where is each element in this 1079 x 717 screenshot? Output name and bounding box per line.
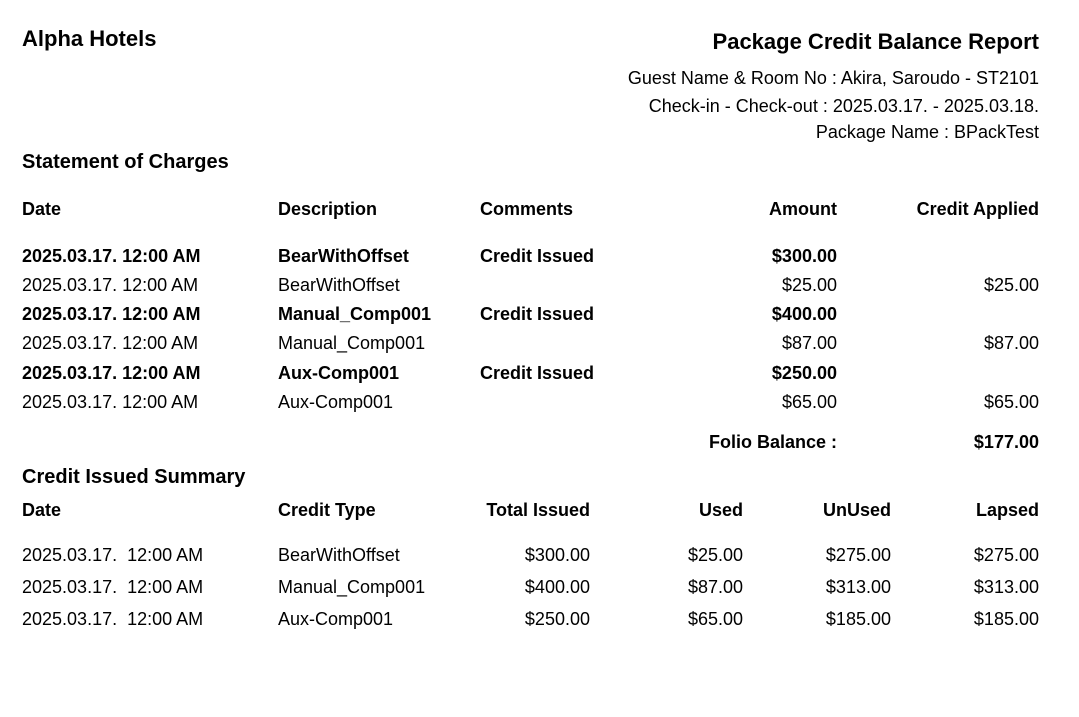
- row-date: 2025.03.17. 12:00 AM: [22, 363, 201, 383]
- package-name: Package Name : BPackTest: [815, 122, 1039, 142]
- row-description: Aux-Comp001: [278, 392, 394, 412]
- row-unused: $185.00: [825, 609, 891, 629]
- row-date: 2025.03.17. 12:00 AM: [22, 246, 201, 266]
- column-header-lapsed: Lapsed: [975, 500, 1039, 520]
- row-amount: $250.00: [771, 363, 837, 383]
- row-credit-type: Aux-Comp001: [278, 609, 394, 629]
- row-amount: $87.00: [781, 333, 837, 353]
- row-total-issued: $400.00: [524, 577, 590, 597]
- row-amount: $25.00: [781, 275, 837, 295]
- row-date: 2025.03.17. 12:00 AM: [22, 275, 199, 295]
- column-header-used: Used: [698, 500, 743, 520]
- column-header-credit-applied: Credit Applied: [916, 199, 1039, 219]
- row-used: $65.00: [687, 609, 743, 629]
- row-description: Manual_Comp001: [278, 304, 432, 324]
- row-description: BearWithOffset: [278, 246, 409, 266]
- row-comments: Credit Issued: [480, 304, 595, 324]
- row-credit-type: Manual_Comp001: [278, 577, 426, 597]
- folio-balance-value: $177.00: [973, 432, 1039, 452]
- report-title: Package Credit Balance Report: [712, 29, 1039, 54]
- folio-balance-label: Folio Balance :: [708, 432, 837, 452]
- row-credit-type: BearWithOffset: [278, 545, 400, 565]
- row-used: $25.00: [687, 545, 743, 565]
- column-header-credit-type: Credit Type: [278, 500, 376, 520]
- column-header-amount: Amount: [769, 199, 837, 219]
- column-header-comments: Comments: [480, 199, 574, 219]
- row-credit-applied: $65.00: [983, 392, 1039, 412]
- row-credit-applied: $87.00: [983, 333, 1039, 353]
- row-lapsed: $313.00: [973, 577, 1039, 597]
- row-lapsed: $275.00: [973, 545, 1039, 565]
- row-used: $87.00: [687, 577, 743, 597]
- column-header-unused: UnUsed: [822, 500, 891, 520]
- row-date: 2025.03.17. 12:00 AM: [22, 609, 204, 629]
- guest-name-room: Guest Name & Room No : Akira, Saroudo - ST2101: [627, 68, 1039, 88]
- row-unused: $275.00: [825, 545, 891, 565]
- credit-issued-summary-title: Credit Issued Summary: [22, 466, 246, 488]
- column-header-date: Date: [22, 500, 62, 520]
- row-total-issued: $250.00: [524, 609, 590, 629]
- row-description: Manual_Comp001: [278, 333, 426, 353]
- row-amount: $65.00: [781, 392, 837, 412]
- hotel-name: Alpha Hotels: [22, 26, 157, 51]
- row-credit-applied: $25.00: [983, 275, 1039, 295]
- column-header-total-issued: Total Issued: [486, 500, 590, 520]
- row-date: 2025.03.17. 12:00 AM: [22, 304, 201, 324]
- row-date: 2025.03.17. 12:00 AM: [22, 392, 199, 412]
- check-in-check-out: Check-in - Check-out : 2025.03.17. - 2025.03.18.: [648, 96, 1039, 116]
- row-lapsed: $185.00: [973, 609, 1039, 629]
- row-unused: $313.00: [825, 577, 891, 597]
- row-comments: Credit Issued: [480, 246, 595, 266]
- row-description: BearWithOffset: [278, 275, 400, 295]
- row-date: 2025.03.17. 12:00 AM: [22, 545, 204, 565]
- row-amount: $400.00: [771, 304, 837, 324]
- row-description: Aux-Comp001: [278, 363, 400, 383]
- row-date: 2025.03.17. 12:00 AM: [22, 577, 204, 597]
- row-date: 2025.03.17. 12:00 AM: [22, 333, 199, 353]
- column-header-date: Date: [22, 199, 62, 219]
- statement-of-charges-title: Statement of Charges: [22, 151, 229, 173]
- row-comments: Credit Issued: [480, 363, 595, 383]
- row-amount: $300.00: [771, 246, 837, 266]
- row-total-issued: $300.00: [524, 545, 590, 565]
- column-header-description: Description: [278, 199, 378, 219]
